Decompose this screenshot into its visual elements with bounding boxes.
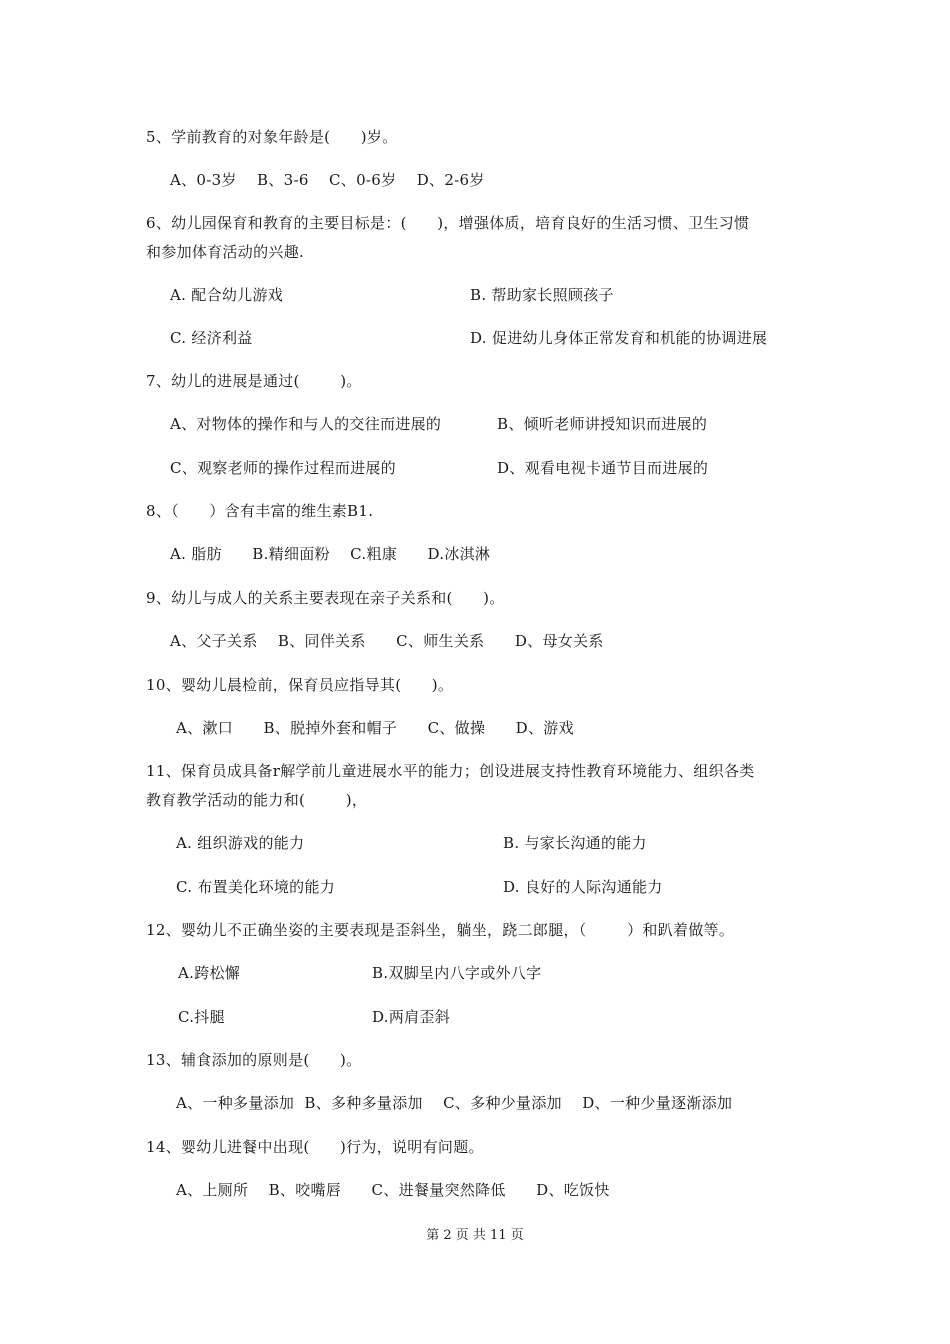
question-14-options: A、上厕所 B、咬嘴唇 C、进餐量突然降低 D、吃饭快 — [176, 1181, 610, 1199]
question-11-option-c: C. 布置美化环境的能力 — [176, 878, 336, 896]
question-10-stem: 10、婴幼儿晨检前，保育员应指导其( )。 — [146, 676, 454, 694]
question-6-option-d: D. 促进幼儿身体正常发育和机能的协调进展 — [470, 329, 768, 347]
question-5-options: A、0-3岁 B、3-6 C、0-6岁 D、2-6岁 — [170, 171, 485, 189]
question-8-options: A. 脂肪 B.精细面粉 C.粗康 D.冰淇淋 — [170, 545, 491, 563]
question-12-option-b: B.双脚呈内八字或外八字 — [372, 964, 542, 982]
question-13-stem: 13、辅食添加的原则是( )。 — [146, 1051, 362, 1069]
question-6-option-a: A. 配合幼儿游戏 — [170, 286, 284, 304]
question-13-options: A、一种多量添加 B、多种多量添加 C、多种少量添加 D、一种少量逐渐添加 — [176, 1094, 733, 1112]
question-12-option-d: D.两肩歪斜 — [372, 1008, 451, 1026]
question-6-option-b: B. 帮助家长照顾孩子 — [470, 286, 614, 304]
question-7-option-b: B、倾听老师讲授知识而进展的 — [497, 415, 708, 433]
question-14-stem: 14、婴幼儿进餐中出现( )行为，说明有问题。 — [146, 1138, 484, 1156]
question-9-options: A、父子关系 B、同伴关系 C、师生关系 D、母女关系 — [170, 632, 604, 650]
question-12-option-c: C.抖腿 — [178, 1008, 225, 1026]
question-11-stem-line2: 教育教学活动的能力和( )， — [146, 791, 368, 809]
question-6-stem-line1: 6、幼儿园保育和教育的主要目标是：( )，增强体质，培育良好的生活习惯、卫生习惯 — [146, 214, 750, 232]
question-12-option-a: A.跨松懈 — [178, 964, 241, 982]
question-6-option-c: C. 经济利益 — [170, 329, 253, 347]
question-11-stem-line1: 11、保育员成具备r解学前儿童进展水平的能力；创设进展支持性教育环境能力、组织各类 — [146, 762, 755, 780]
question-9-stem: 9、幼儿与成人的关系主要表现在亲子关系和( )。 — [146, 589, 505, 607]
question-7-option-c: C、观察老师的操作过程而进展的 — [170, 459, 396, 477]
question-12-stem: 12、婴幼儿不正确坐姿的主要表现是歪斜坐，躺坐，跷二郎腿，（ ）和趴着做等。 — [146, 921, 735, 939]
question-5-stem: 5、学前教育的对象年龄是( )岁。 — [146, 128, 398, 146]
question-7-option-d: D、观看电视卡通节目而进展的 — [497, 459, 709, 477]
question-10-options: A、漱口 B、脱掉外套和帽子 C、做操 D、游戏 — [176, 719, 574, 737]
question-8-stem: 8、（ ）含有丰富的维生素B1. — [146, 502, 374, 520]
question-11-option-b: B. 与家长沟通的能力 — [503, 834, 647, 852]
question-11-option-d: D. 良好的人际沟通能力 — [503, 878, 663, 896]
question-11-option-a: A. 组织游戏的能力 — [176, 834, 305, 852]
question-7-stem: 7、幼儿的进展是通过( )。 — [146, 372, 362, 390]
page-number-footer: 第 2 页 共 11 页 — [426, 1228, 524, 1243]
question-6-stem-line2: 和参加体育活动的兴趣. — [146, 243, 305, 261]
question-7-option-a: A、对物体的操作和与人的交往而进展的 — [170, 415, 442, 433]
